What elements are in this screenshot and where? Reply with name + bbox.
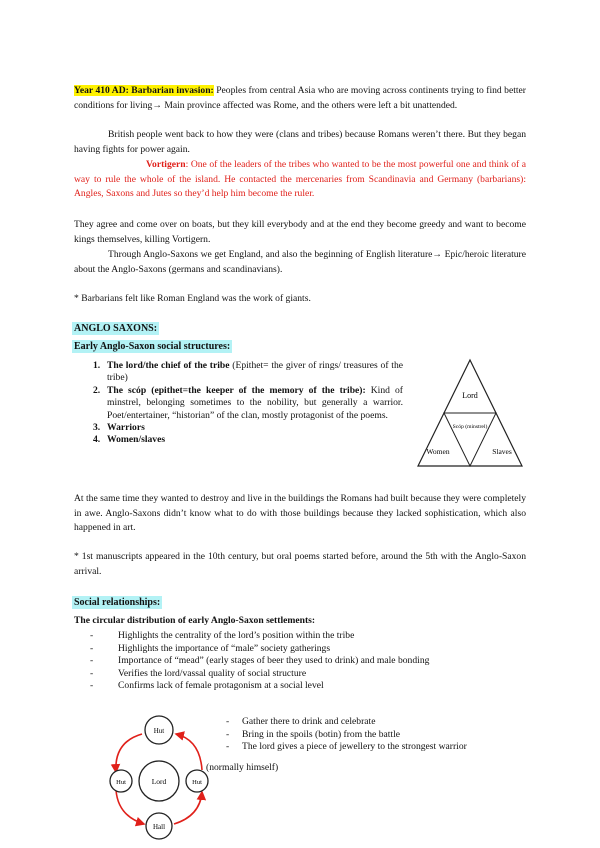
triangle-label-top: Lord bbox=[462, 391, 478, 400]
list-item: - The lord gives a piece of jewellery to the strongest warrior bbox=[226, 741, 526, 754]
list-item: 3. Warriors bbox=[93, 422, 145, 434]
triangle-label-left: Women bbox=[426, 447, 450, 456]
list-item: 2. The scóp (epithet=the keeper of the memory of the tribe): Kind of minstrel, belonging sometimes to the nobility, but generally a warrior. Poet/entertainer, “historian” of the clan, mostly protagonist of the poems. bbox=[93, 384, 403, 421]
through-text: Through Anglo-Saxons we get England, and also the beginning of English literature→ Epic/heroic literature about the Anglo-Saxons (germans and scandinavians). bbox=[74, 249, 526, 275]
list-item: 4. Women/slaves bbox=[93, 434, 166, 446]
list-item: - Importance of “mead” (early stages of beer they used to drink) and male bonding bbox=[90, 655, 530, 668]
vortigern-paragraph bbox=[74, 158, 526, 202]
hall-bullet-continuation: (normally himself) bbox=[206, 762, 279, 773]
triangle-label-center: Scóp (minstrel) bbox=[452, 424, 488, 430]
agree-paragraph bbox=[74, 218, 526, 247]
cycle-arrow-bottom-left bbox=[116, 790, 144, 824]
circle-label-right: Hut bbox=[192, 779, 202, 786]
social-bullet-list bbox=[90, 630, 530, 693]
vortigern-text: : One of the leaders of the tribes who wanted to be the most powerful one and think of a way to rule the whole of the island. He contacted the mercenaries from Scandinavia and Germany (barbarians): Angles, Saxons and Jutes so they’d help him become the ruler. bbox=[74, 159, 526, 200]
circular-subheading: The circular distribution of early Anglo-Saxon settlements: bbox=[74, 615, 316, 626]
circle-label-bottom: Hall bbox=[152, 823, 166, 831]
triangle-inner bbox=[444, 413, 496, 466]
settlement-circle-diagram bbox=[104, 712, 214, 842]
manuscripts-paragraph bbox=[74, 550, 526, 579]
british-paragraph bbox=[74, 128, 526, 157]
british-text: British people went back to how they were (clans and tribes) because Romans weren’t there. But they began having fights for power again. bbox=[74, 129, 526, 155]
vortigern-label: Vortigern bbox=[146, 159, 186, 170]
cycle-arrow-top-left bbox=[116, 734, 142, 772]
agree-text: They agree and come over on boats, but they kill everybody and at the end they become greedy and want to become kings themselves, killing Vortigern. bbox=[74, 219, 526, 245]
cycle-arrow-bottom-right bbox=[174, 792, 202, 824]
social-heading: Social relationships: bbox=[74, 597, 161, 608]
year-heading: Year 410 AD: Barbarian invasion: bbox=[74, 85, 214, 96]
awe-paragraph bbox=[74, 492, 526, 536]
list-item: - Gather there to drink and celebrate bbox=[226, 716, 526, 729]
invasion-paragraph bbox=[74, 84, 526, 113]
hierarchy-triangle-diagram bbox=[414, 358, 526, 470]
manuscripts-text: * 1st manuscripts appeared in the 10th century, but oral poems started before, around the 5th with the Anglo-Saxon arrival. bbox=[74, 551, 526, 577]
circle-label-top: Hut bbox=[153, 727, 165, 735]
list-item: - Bring in the spoils (botin) from the battle bbox=[226, 729, 526, 742]
through-paragraph bbox=[74, 248, 526, 277]
list-item: - Highlights the importance of “male” society gatherings bbox=[90, 643, 530, 656]
awe-text: At the same time they wanted to destroy and live in the buildings the Romans had built because they were completely in awe. Anglo-Saxons didn’t know what to do with those buildings because they lacked sophistication, which also happened in art. bbox=[74, 493, 526, 534]
list-item: - Confirms lack of female protagonism at a social level bbox=[90, 680, 530, 693]
structure-list bbox=[93, 360, 403, 447]
hall-bullet-list bbox=[226, 716, 526, 754]
circle-label-center: Lord bbox=[151, 777, 167, 786]
anglo-saxons-heading: ANGLO SAXONS: bbox=[74, 323, 158, 334]
structures-subheading: Early Anglo-Saxon social structures: bbox=[74, 341, 231, 352]
list-item: - Highlights the centrality of the lord’s position within the tribe bbox=[90, 630, 530, 643]
giants-note: * Barbarians felt like Roman England was the work of giants. bbox=[74, 293, 311, 304]
list-item: 1. The lord/the chief of the tribe (Epithet= the giver of rings/ treasures of the tribe) bbox=[93, 360, 403, 384]
year-text: Peoples from central Asia who are moving across continents trying to find better conditions for living→ Main province affected was Rome, and the others were left a bit unattended. bbox=[74, 85, 526, 111]
cycle-arrow-top-right bbox=[176, 734, 202, 770]
list-item: - Verifies the lord/vassal quality of social structure bbox=[90, 668, 530, 681]
circle-label-left: Hut bbox=[116, 779, 126, 786]
triangle-label-right: Slaves bbox=[492, 447, 512, 456]
